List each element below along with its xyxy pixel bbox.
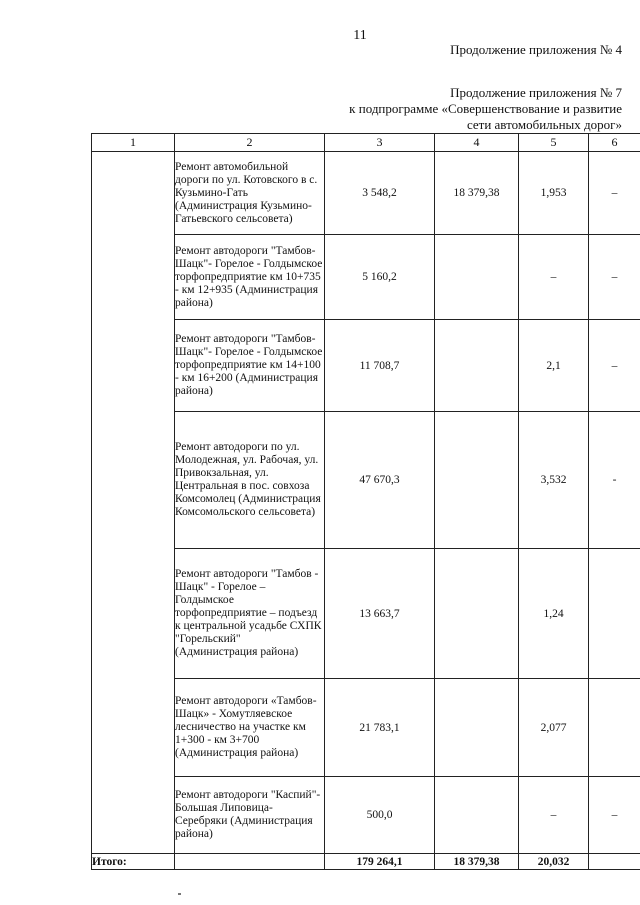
appendix-7-line3: сети автомобильных дорог»: [466, 117, 622, 132]
column-number-row: [92, 134, 640, 152]
value-col5-cell: –: [519, 777, 589, 854]
value-col4-cell: [435, 679, 519, 777]
value-col4-cell: 18 379,38: [435, 152, 519, 235]
value-col4-cell: [435, 235, 519, 320]
object-name-cell: Ремонт автодороги "Каспий"-Большая Липовица-Серебряки (Администрация района): [175, 777, 325, 854]
road-repair-table: [91, 133, 640, 870]
appendix-7-line2: к подпрограмме «Совершенствование и развитие: [349, 101, 622, 116]
value-col6-cell: [589, 549, 640, 679]
table-row: [92, 412, 640, 549]
value-col3-cell: 5 160,2: [325, 235, 435, 320]
object-name-cell: Ремонт автодороги "Тамбов-Шацк"- Горелое - Голдымское торфопредприятие км 10+735 - км 12+935 (Администрация района): [175, 235, 325, 320]
value-col3-cell: 3 548,2: [325, 152, 435, 235]
col-header-1: 1: [92, 134, 175, 152]
table-row: [92, 679, 640, 777]
table-row: [92, 777, 640, 854]
value-col4-cell: [435, 320, 519, 412]
value-col4-cell: [435, 412, 519, 549]
continuation-appendix-4: Продолжение приложения № 4: [450, 42, 622, 57]
object-name-cell: Ремонт автодороги "Тамбов-Шацк"- Горелое - Голдымское торфопредприятие км 14+100 - км 16+200 (Администрация района): [175, 320, 325, 412]
object-name-cell: Ремонт автомобильной дороги по ул. Котовского в с. Кузьмино-Гать (Администрация Кузьмино-Гатьевского сельсовета): [175, 152, 325, 235]
total-empty-cell: [175, 854, 325, 870]
col-header-2: 2: [175, 134, 325, 152]
value-col5-cell: 1,953: [519, 152, 589, 235]
total-col4: 18 379,38: [435, 854, 519, 870]
value-col3-cell: 13 663,7: [325, 549, 435, 679]
value-col6-cell: –: [589, 152, 640, 235]
value-col5-cell: 3,532: [519, 412, 589, 549]
col-header-6: 6: [589, 134, 640, 152]
value-col4-cell: [435, 549, 519, 679]
table-row: [92, 152, 640, 235]
page-number: 11: [353, 28, 367, 43]
value-col6-cell: –: [589, 777, 640, 854]
value-col4-cell: [435, 777, 519, 854]
total-row: [92, 854, 640, 870]
value-col3-cell: 11 708,7: [325, 320, 435, 412]
object-name-cell: Ремонт автодороги по ул. Молодежная, ул. Рабочая, ул. Привокзальная, ул. Центральная в пос. совхоза Комсомолец (Администрация Комсомольского сельсовета): [175, 412, 325, 549]
object-name-cell: Ремонт автодороги «Тамбов-Шацк» - Хомутляевское лесничество на участке км 1+300 - км 3+700 (Администрация района): [175, 679, 325, 777]
value-col6-cell: -: [589, 412, 640, 549]
total-col3: 179 264,1: [325, 854, 435, 870]
table-row: [92, 320, 640, 412]
col-header-4: 4: [435, 134, 519, 152]
value-col3-cell: 21 783,1: [325, 679, 435, 777]
value-col3-cell: 500,0: [325, 777, 435, 854]
value-col5-cell: 1,24: [519, 549, 589, 679]
col-header-3: 3: [325, 134, 435, 152]
value-col6-cell: [589, 679, 640, 777]
total-label: Итого:: [92, 854, 175, 870]
value-col6-cell: –: [589, 235, 640, 320]
table-row: [92, 235, 640, 320]
col-header-5: 5: [519, 134, 589, 152]
object-name-cell: Ремонт автодороги "Тамбов - Шацк" - Горелое – Голдымское торфопредприятие – подъезд к центральной усадьбе СХПК "Горельский" (Администрация района): [175, 549, 325, 679]
value-col5-cell: 2,1: [519, 320, 589, 412]
total-col5: 20,032: [519, 854, 589, 870]
value-col5-cell: 2,077: [519, 679, 589, 777]
table-row: [92, 549, 640, 679]
scan-speck: [178, 893, 181, 895]
appendix-7-header: [292, 85, 622, 133]
value-col6-cell: –: [589, 320, 640, 412]
appendix-7-line1: Продолжение приложения № 7: [450, 85, 622, 100]
merged-column-1-cell: [92, 152, 175, 854]
value-col5-cell: –: [519, 235, 589, 320]
value-col3-cell: 47 670,3: [325, 412, 435, 549]
total-col6: [589, 854, 640, 870]
